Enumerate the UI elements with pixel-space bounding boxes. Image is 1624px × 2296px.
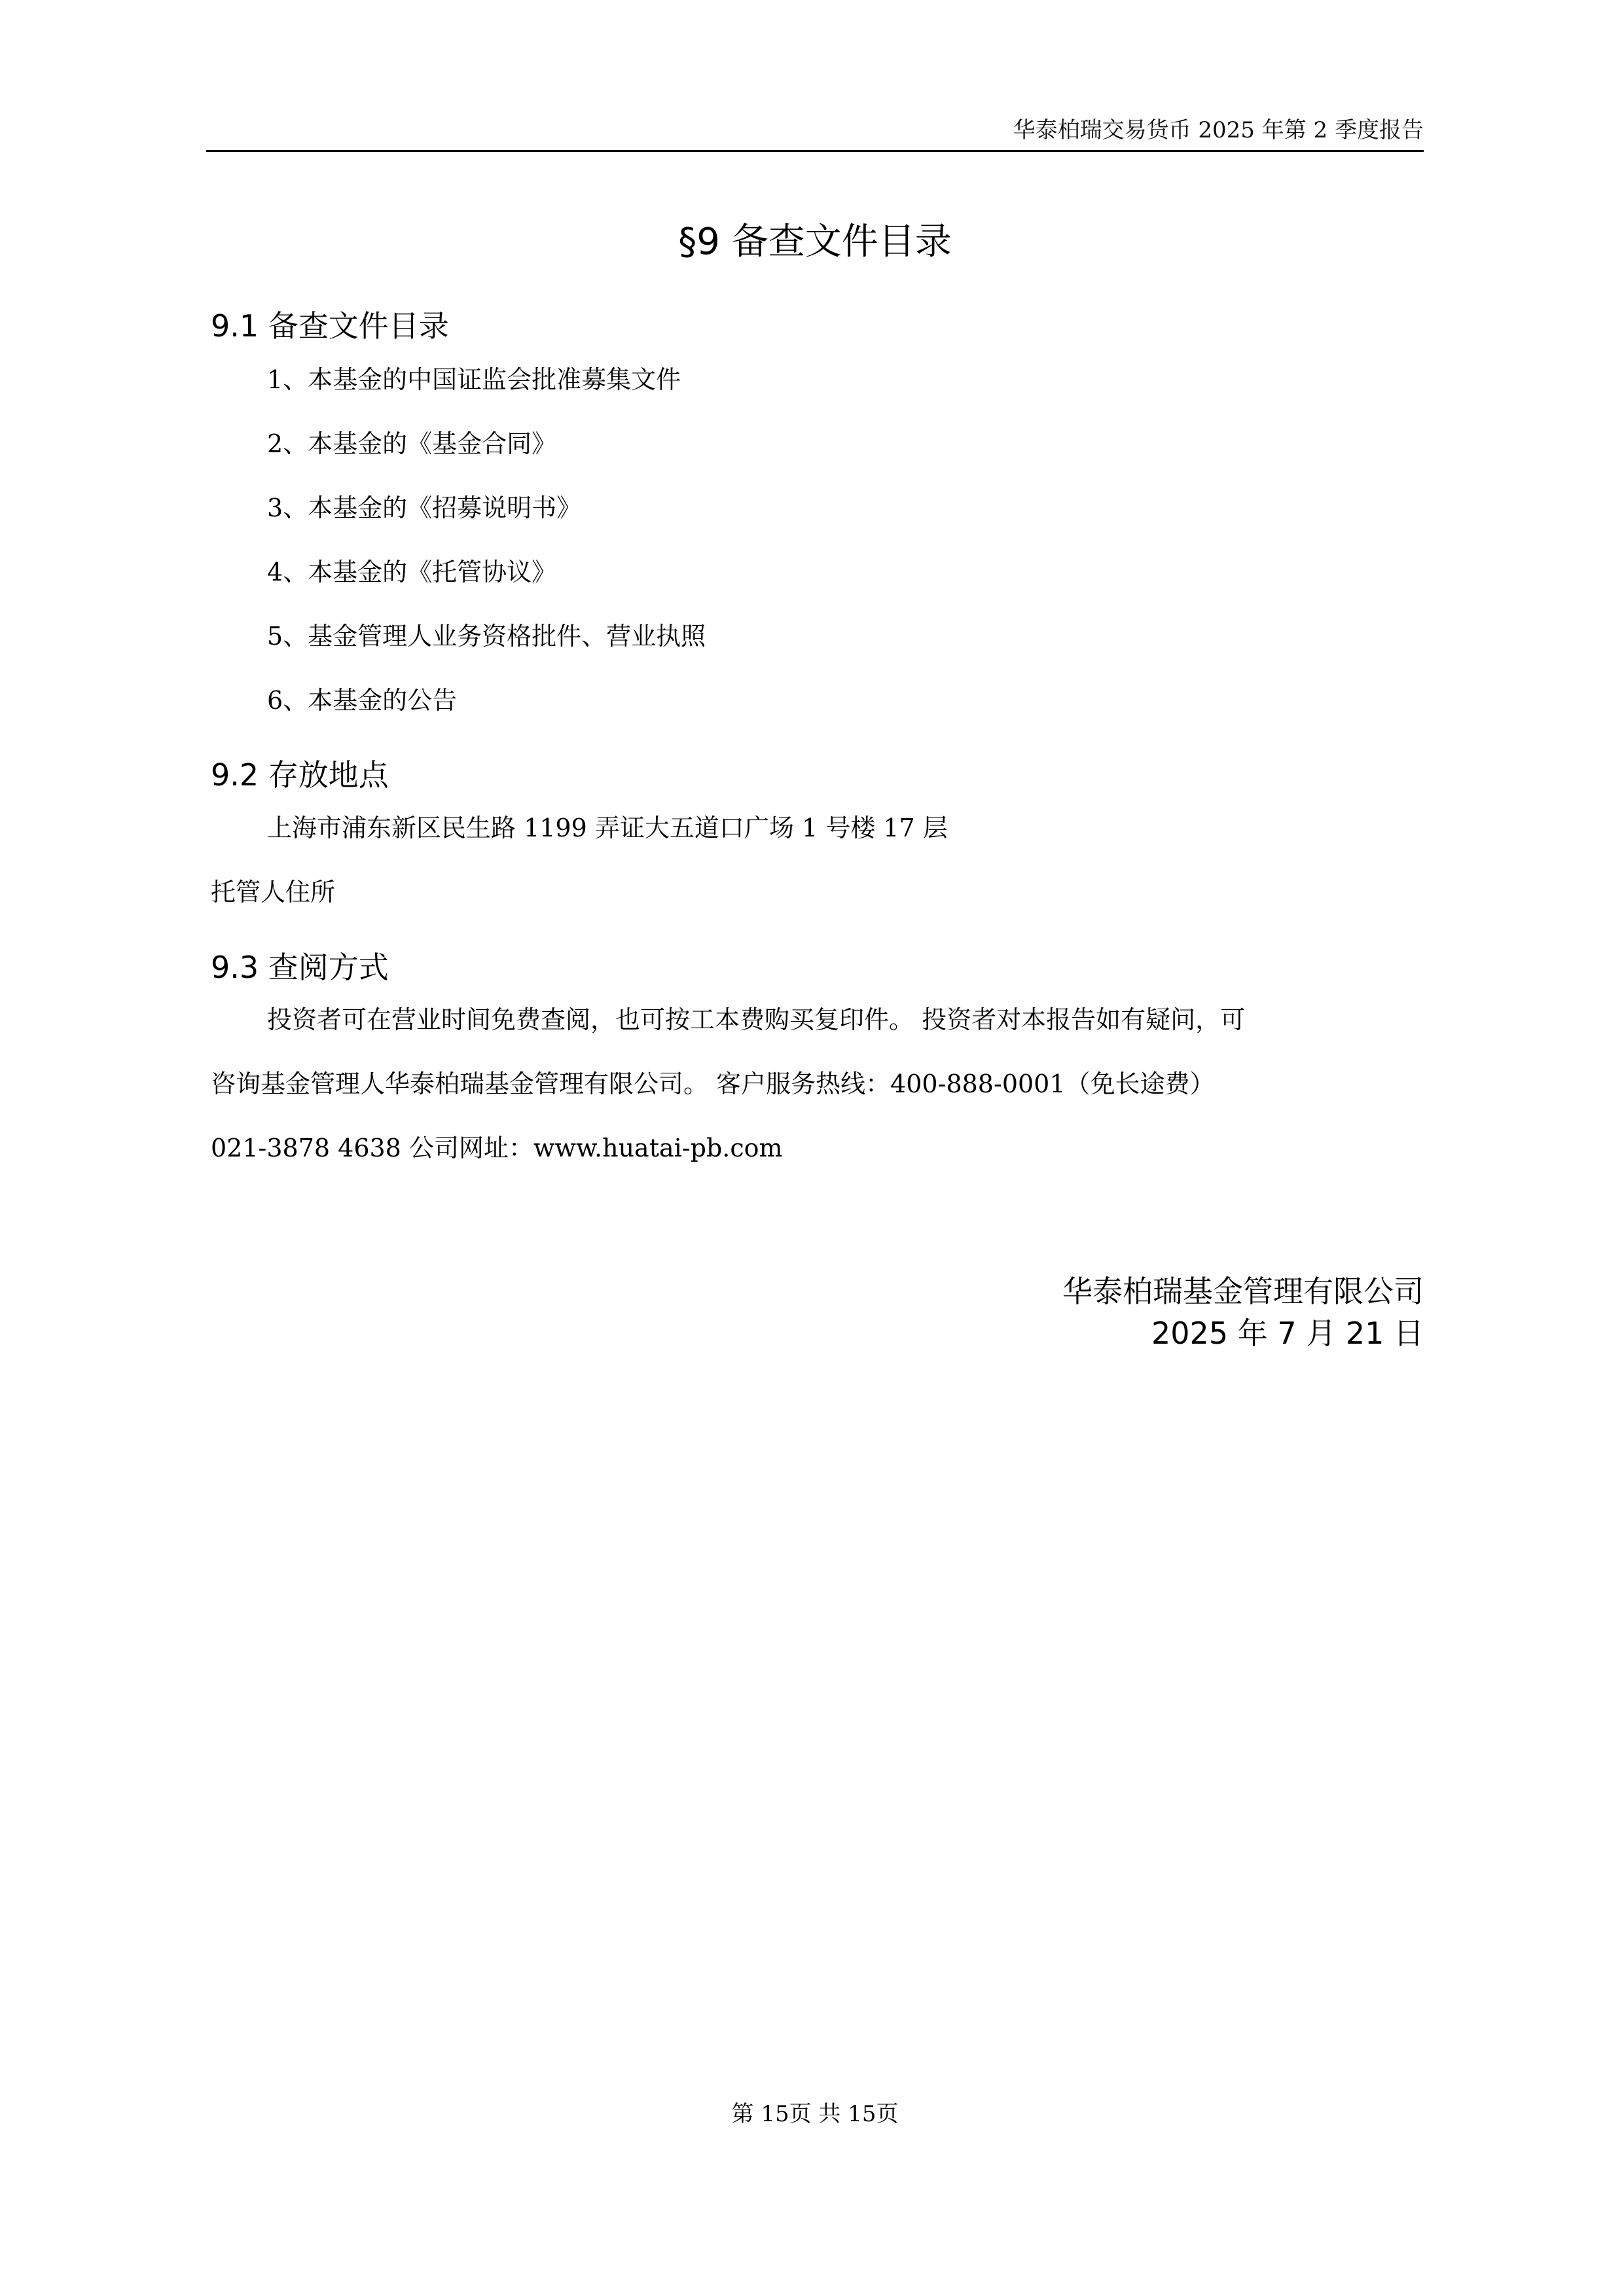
list-item: 2、本基金的《基金合同》 <box>267 429 557 458</box>
heading-9-3: 9.3 查阅方式 <box>211 950 389 985</box>
list-item: 4、本基金的《托管协议》 <box>267 558 557 586</box>
list-item: 5、基金管理人业务资格批件、营业执照 <box>267 622 706 651</box>
heading-9-1: 9.1 备查文件目录 <box>211 308 449 344</box>
page-number: 第 15页 共 15页 <box>731 2101 899 2127</box>
list-item: 6、本基金的公告 <box>267 686 458 715</box>
access-paragraph-line: 咨询基金管理人华泰柏瑞基金管理有限公司。 客户服务热线：400-888-0001（免长途费） <box>211 1069 1215 1098</box>
custodian-address: 托管人住所 <box>211 878 336 906</box>
list-item: 1、本基金的中国证监会批准募集文件 <box>267 365 681 394</box>
header-rule <box>206 150 1424 152</box>
heading-9-2: 9.2 存放地点 <box>211 757 389 793</box>
signature-company: 华泰柏瑞基金管理有限公司 <box>1062 1274 1424 1309</box>
running-header-title: 华泰柏瑞交易货币 2025 年第 2 季度报告 <box>1013 117 1424 143</box>
signature-date: 2025 年 7 月 21 日 <box>1151 1316 1424 1351</box>
access-paragraph-line: 021-3878 4638 公司网址：www.huatai-pb.com <box>211 1134 783 1162</box>
list-item: 3、本基金的《招募说明书》 <box>267 493 582 522</box>
storage-address: 上海市浦东新区民生路 1199 弄证大五道口广场 1 号楼 17 层 <box>267 814 948 842</box>
section-title: §9 备查文件目录 <box>678 221 952 263</box>
access-paragraph-line: 投资者可在营业时间免费查阅，也可按工本费购买复印件。 投资者对本报告如有疑问，可 <box>267 1005 1246 1034</box>
